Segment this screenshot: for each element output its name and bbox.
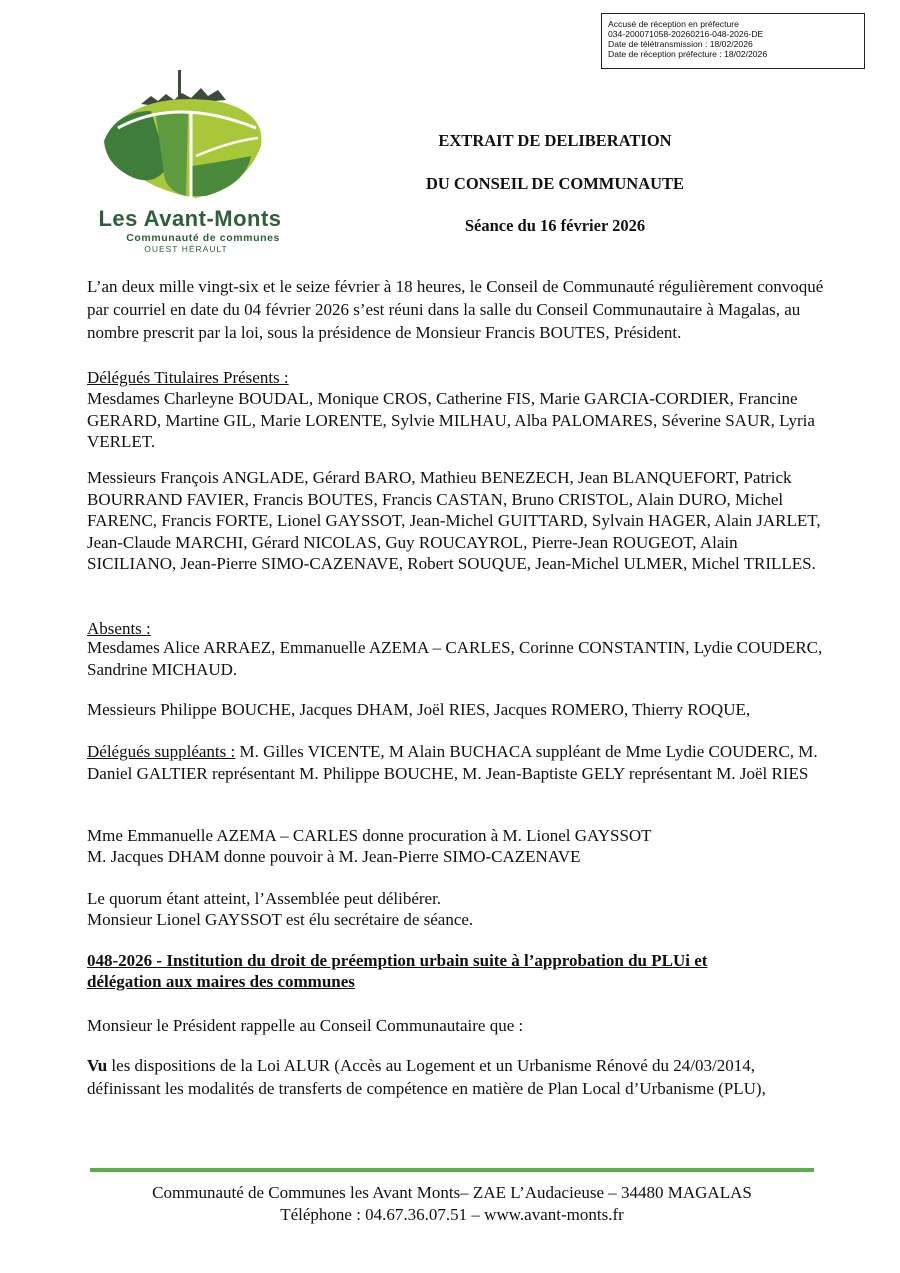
document-title-line-2: DU CONSEIL DE COMMUNAUTE	[425, 174, 685, 193]
present-men: Messieurs François ANGLADE, Gérard BARO, Mathieu BENEZECH, Jean BLANQUEFORT, Patrick BOURRAND FAVIER, Francis BOUTES, Francis CASTAN, Bruno CRISTOL, Alain DURO, Michel FARENC, Francis FORTE, Lionel GAYSSOT, Jean-Michel GUITTARD, Sylvain HAGER, Alain JARLET, Jean-Claude MARCHI, Gérard NICOLAS, Guy ROUCAYROL, Pierre-Jean ROUGEOT, Alain SICILIANO, Jean-Pierre SIMO-CAZENAVE, Robert SOUQUE, Jean-Michel ULMER, Michel TRILLES.	[87, 468, 821, 573]
logo-name: Les Avant-Monts	[98, 206, 282, 231]
absent-women: Mesdames Alice ARRAEZ, Emmanuelle AZEMA – CARLES, Corinne CONSTANTIN, Lydie COUDERC, Sandrine MICHAUD.	[87, 638, 823, 679]
deliberation-title-line-2: délégation aux maires des communes	[87, 972, 355, 991]
document-title-line-1: EXTRAIT DE DELIBERATION	[438, 131, 672, 150]
proxy-line-1: Mme Emmanuelle AZEMA – CARLES donne procuration à M. Lionel GAYSSOT	[87, 826, 652, 845]
logo-region: OUEST HÉRAULT	[144, 244, 228, 254]
footer-address: Communauté de Communes les Avant Monts– ZAE L’Audacieuse – 34480 MAGALAS	[152, 1183, 752, 1202]
quorum-line-1: Le quorum étant atteint, l’Assemblée peut délibérer.	[87, 889, 442, 908]
stamp-line-4: Date de réception préfecture : 18/02/2026	[608, 49, 768, 59]
intro-paragraph: L’an deux mille vingt-six et le seize février à 18 heures, le Conseil de Communauté régulièrement convoqué par courriel en date du 04 février 2026 s’est réuni dans la salle du Conseil Communautaire à Magalas, au nombre prescrit par la loi, sous la présidence de Monsieur Francis BOUTES, Président.	[87, 277, 824, 342]
absent-heading-text: Absents :	[87, 619, 151, 638]
absent-men: Messieurs Philippe BOUCHE, Jacques DHAM, Joël RIES, Jacques ROMERO, Thierry ROQUE,	[87, 700, 751, 719]
stamp-line-3: Date de télétransmission : 18/02/2026	[608, 39, 753, 49]
stamp-line-2: 034-200071058-20260216-048-2026-DE	[608, 29, 764, 39]
logo-emblem-icon	[96, 66, 286, 206]
present-heading	[87, 367, 827, 389]
stamp-line-1: Accusé de réception en préfecture	[608, 19, 739, 29]
vu-text: les dispositions de la Loi ALUR (Accès au Logement et un Urbanisme Rénové du 24/03/2014, définissant les modalités de transferts de compétence en matière de Plan Local d’Urbanisme (PLU),	[87, 1056, 766, 1098]
logo-subtitle: Communauté de communes	[126, 232, 280, 244]
substitutes-paragraph	[87, 741, 827, 784]
present-heading-text: Délégués Titulaires Présents :	[87, 368, 289, 387]
reception-stamp	[601, 13, 865, 69]
quorum-line-2: Monsieur Lionel GAYSSOT est élu secrétaire de séance.	[87, 910, 474, 929]
recall-paragraph: Monsieur le Président rappelle au Conseil Communautaire que :	[87, 1016, 524, 1035]
substitutes-heading: Délégués suppléants :	[87, 742, 236, 761]
footer-contact: Téléphone : 04.67.36.07.51 – www.avant-monts.fr	[280, 1205, 624, 1224]
present-women: Mesdames Charleyne BOUDAL, Monique CROS, Catherine FIS, Marie GARCIA-CORDIER, Francine GERARD, Martine GIL, Marie LORENTE, Sylvie MILHAU, Alba PALOMARES, Séverine SAUR, Lyria VERLET.	[87, 389, 815, 451]
deliberation-title-line-1: 048-2026 - Institution du droit de préemption urbain suite à l’approbation du PLUi et	[87, 951, 708, 970]
proxy-line-2: M. Jacques DHAM donne pouvoir à M. Jean-Pierre SIMO-CAZENAVE	[87, 847, 581, 866]
substitutes-text: M. Gilles VICENTE, M Alain BUCHACA suppléant de Mme Lydie COUDERC, M. Daniel GALTIER représentant M. Philippe BOUCHE, M. Jean-Baptiste GELY représentant M. Joël RIES	[87, 742, 818, 783]
footer-divider	[90, 1168, 814, 1172]
session-date: Séance du 16 février 2026	[464, 216, 646, 235]
vu-paragraph	[87, 1054, 827, 1100]
logo	[96, 66, 286, 266]
vu-keyword: Vu	[87, 1056, 108, 1075]
